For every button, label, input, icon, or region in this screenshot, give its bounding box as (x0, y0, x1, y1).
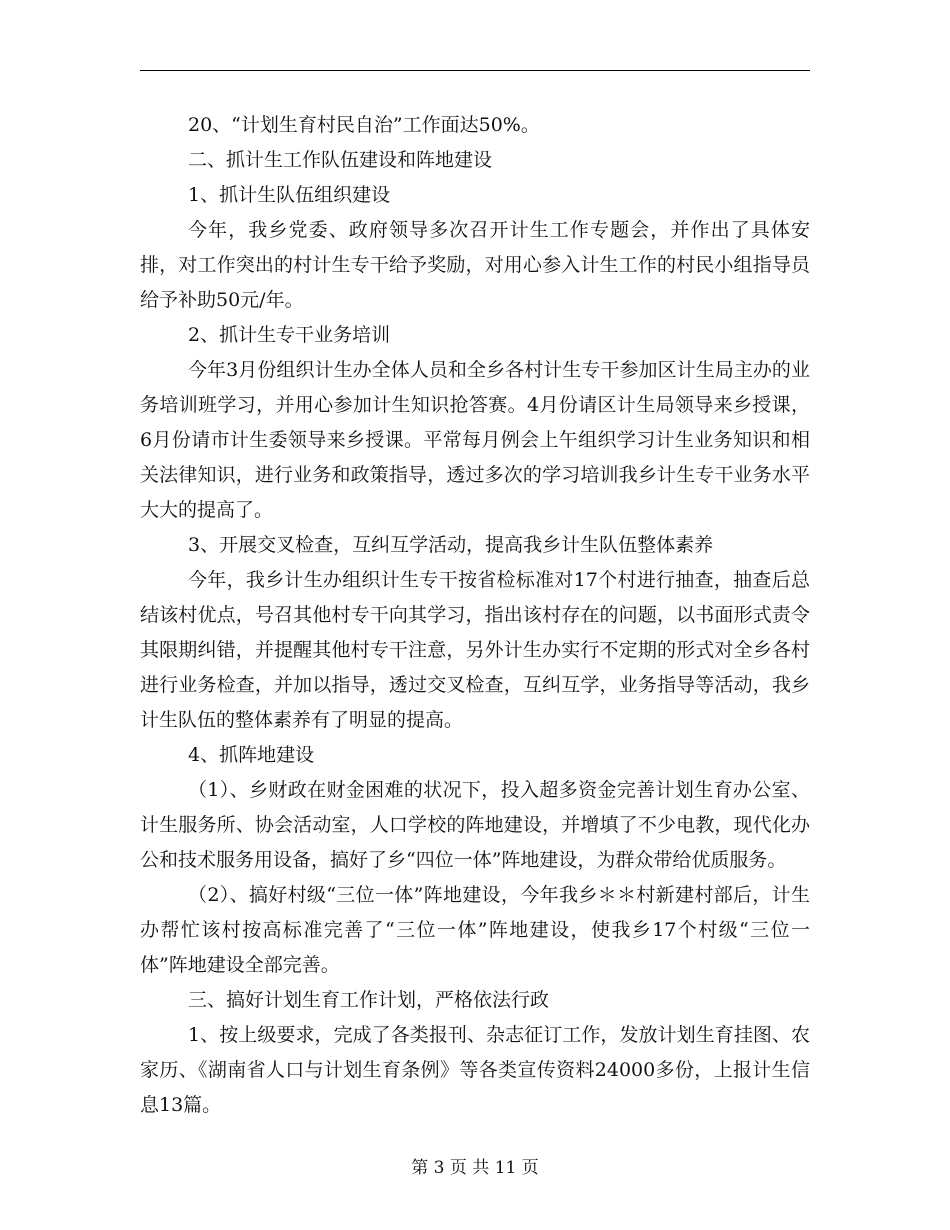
section-heading: 二、抓计生工作队伍建设和阵地建设 (188, 149, 493, 171)
subsection-heading: 3、开展交叉检查，互纠互学活动，提高我乡计生队伍整体素养 (188, 534, 714, 556)
paragraph: 今年3月份组织计生办全体人员和全乡各村计生专干参加区计生局主办的业务培训班学习，并用心参加计生知识抢答赛。4月份请区计生局领导来乡授课，6月份请市计生委领导来乡授课。平常每月例会上午组织学习计生业务知识和相关法律知识，进行业务和政策指导，透过多次的学习培训我乡计生专干业务水平大大的提高了。 (140, 359, 810, 521)
paragraph: （2）、搞好村级“三位一体”阵地建设，今年我乡＊＊村新建村部后，计生办帮忙该村按高标准完善了“三位一体”阵地建设，使我乡17个村级“三位一体”阵地建设全部完善。 (140, 884, 810, 976)
header-rule (140, 70, 810, 71)
paragraph: 今年，我乡党委、政府领导多次召开计生工作专题会，并作出了具体安排，对工作突出的村计生专干给予奖励，对用心参入计生工作的村民小组指导员给予补助50元/年。 (140, 219, 810, 311)
subsection-heading: 4、抓阵地建设 (188, 744, 315, 766)
paragraph: 1、按上级要求，完成了各类报刊、杂志征订工作，发放计划生育挂图、农家历、《湖南省人口与计划生育条例》等各类宣传资料24000多份，上报计生信息13篇。 (140, 1024, 810, 1116)
section-heading: 三、搞好计划生育工作计划，严格依法行政 (188, 989, 550, 1011)
paragraph: 今年，我乡计生办组织计生专干按省检标准对17个村进行抽查，抽查后总结该村优点，号召其他村专干向其学习，指出该村存在的问题，以书面形式责令其限期纠错，并提醒其他村专干注意，另外计生办实行不定期的形式对全乡各村进行业务检查，并加以指导，透过交叉检查，互纠互学，业务指导等活动，我乡计生队伍的整体素养有了明显的提高。 (140, 569, 810, 731)
paragraph: （1）、乡财政在财金困难的状况下，投入超多资金完善计划生育办公室、计生服务所、协会活动室，人口学校的阵地建设，并增填了不少电教，现代化办公和技术服务用设备，搞好了乡“四位一体”阵地建设，为群众带给优质服务。 (140, 779, 810, 871)
subsection-heading: 1、抓计生队伍组织建设 (188, 184, 391, 206)
paragraph: 20、“计划生育村民自治”工作面达50%。 (188, 114, 540, 136)
body-text (140, 108, 810, 1123)
subsection-heading: 2、抓计生专干业务培训 (188, 324, 391, 346)
page-number-footer: 第 3 页 共 11 页 (411, 1158, 539, 1178)
